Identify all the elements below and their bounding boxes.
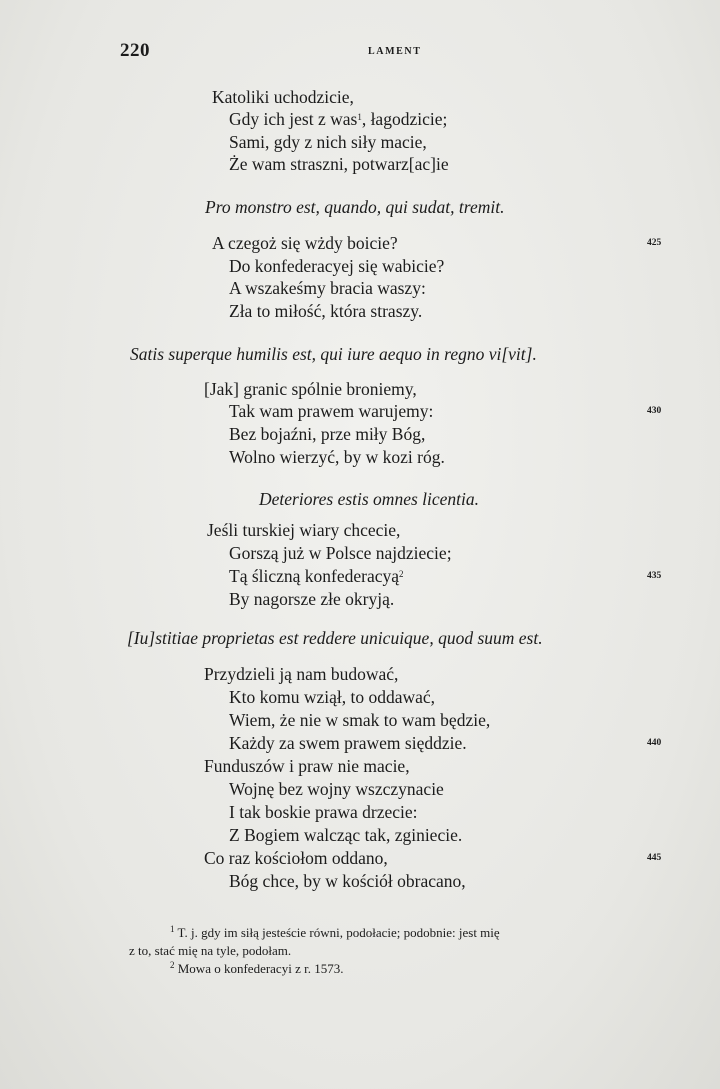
running-head: LAMENT	[368, 46, 422, 57]
verse-line: Funduszów i praw nie macie,	[204, 756, 410, 776]
verse-line: [Jak] granic spólnie broniemy,	[204, 379, 417, 399]
line-number: 425	[647, 238, 662, 248]
verse-line: Przydzieli ją nam budować,	[204, 664, 399, 684]
verse-line: Tą śliczną konfederacyą$^2$	[229, 566, 404, 586]
verse-line: Bóg chce, by w kościół obracano,	[229, 871, 466, 891]
latin-epigraph: Deteriores estis omnes licentia.	[259, 489, 480, 509]
verse-line: By nagorsze złe okryją.	[229, 589, 395, 609]
line-number: 440	[647, 738, 662, 748]
line-number: 435	[647, 571, 662, 581]
verse-line: Katoliki uchodzicie,	[212, 87, 354, 107]
verse-line: Do konfederacyej się wabicie?	[229, 256, 445, 276]
verse-line: A czegoż się wżdy boicie?	[212, 233, 398, 253]
verse-line: Co raz kościołom oddano,	[204, 848, 388, 868]
page-header	[0, 40, 720, 64]
verse-line: Wojnę bez wojny wszczynacie	[229, 779, 444, 799]
line-number: 445	[647, 853, 662, 863]
page-number: 220	[120, 40, 150, 61]
verse-line: A wszakeśmy bracia waszy:	[229, 278, 426, 298]
footnote-mark: 1	[357, 112, 362, 122]
verse-line: Z Bogiem walcząc tak, zginiecie.	[229, 825, 463, 845]
footnote-continuation: z to, stać mię na tyle, podołam.	[129, 943, 292, 958]
footnote: $^2$ Mowa o konfederacyi z r. 1573.	[170, 960, 344, 976]
verse-line: Sami, gdy z nich siły macie,	[229, 132, 427, 152]
verse-line: Gdy ich jest z was$^1$, łagodzicie;	[229, 109, 448, 129]
footnote: $^1$ T. j. gdy im siłą jesteście równi, podołacie; podobnie: jest mię	[170, 924, 500, 940]
verse-line: Gorszą już w Polsce najdziecie;	[229, 543, 452, 563]
latin-epigraph: Pro monstro est, quando, qui sudat, tremit.	[205, 197, 505, 217]
verse-line: Tak wam prawem warujemy:	[229, 401, 434, 421]
verse-line: Wiem, że nie w smak to wam będzie,	[229, 710, 491, 730]
verse-line: Że wam straszni, potwarz[ac]ie	[229, 154, 449, 174]
verse-line: Jeśli turskiej wiary chcecie,	[207, 520, 401, 540]
verse-line: I tak boskie prawa drzecie:	[229, 802, 418, 822]
verse-line: Wolno wierzyć, by w kozi róg.	[229, 447, 445, 467]
latin-epigraph: [Iu]stitiae proprietas est reddere unicuique, quod suum est.	[127, 628, 543, 648]
footnote-mark: 2	[399, 569, 404, 579]
latin-epigraph: Satis superque humilis est, qui iure aequo in regno vi[vit].	[130, 344, 537, 364]
verse-line: Bez bojaźni, prze miły Bóg,	[229, 424, 426, 444]
verse-line: Każdy za swem prawem sięddzie.	[229, 733, 467, 753]
line-number: 430	[647, 406, 662, 416]
verse-line: Kto komu wziął, to oddawać,	[229, 687, 436, 707]
verse-line: Zła to miłość, która straszy.	[229, 301, 423, 321]
